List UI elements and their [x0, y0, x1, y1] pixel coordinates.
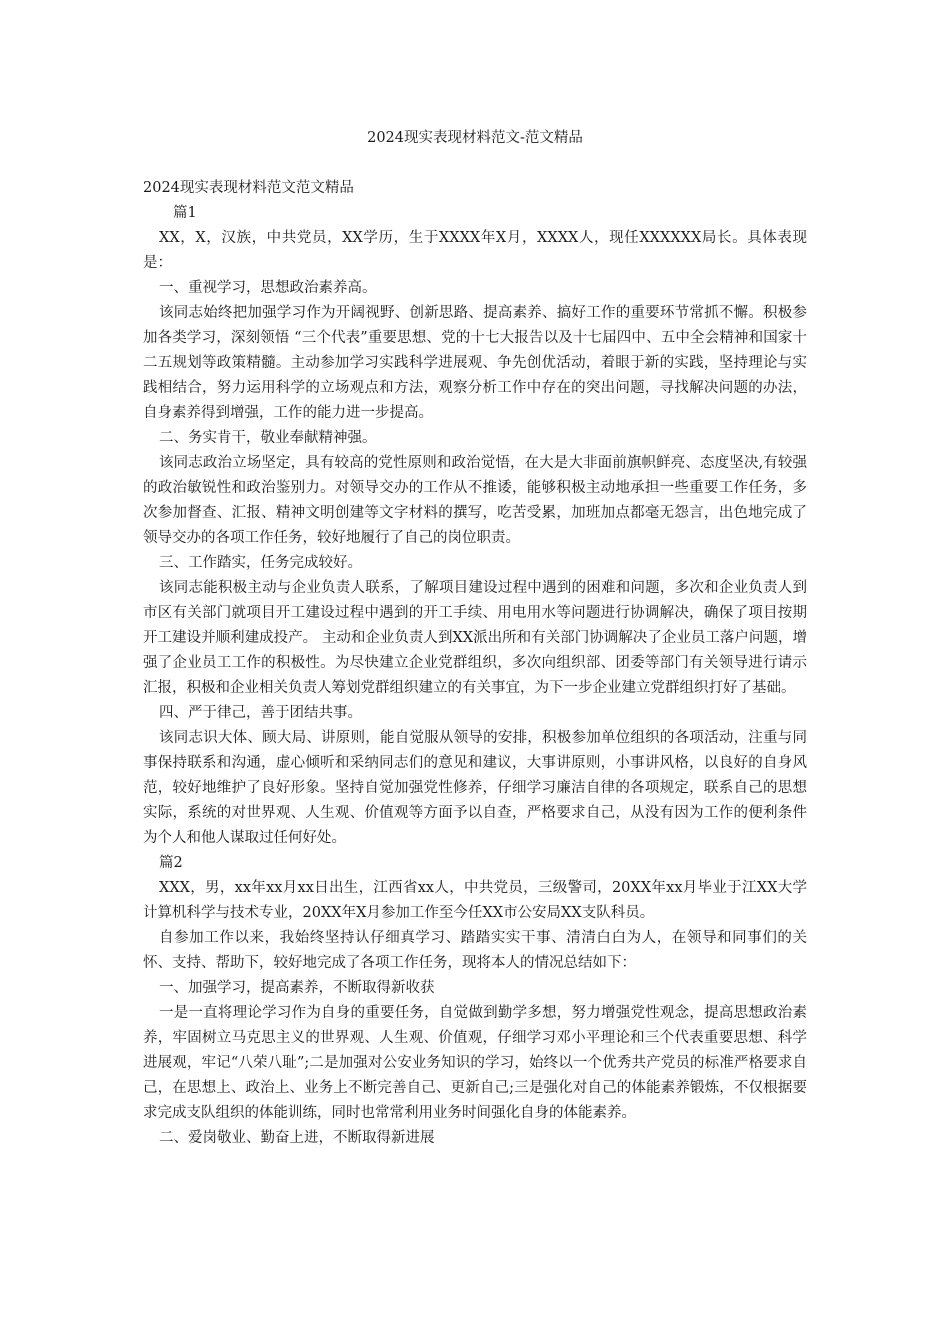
section-heading: 三、工作踏实，任务完成较好。: [159, 555, 362, 571]
section-heading-part2: 篇2: [159, 855, 183, 871]
paragraph: 该同志识大体、顾大局、讲原则，能自觉服从领导的安排，积极参加单位组织的各项活动，注重与同事保持联系和沟通，虚心倾听和采纳同志们的意见和建议，大事讲原则，小事讲风格，以良好的自身风范，较好地维护了良好形象。坚持自觉加强党性修养，仔细学习廉洁自律的各项规定，联系自己的思想实际，系统的对世界观、人生观、价值观等方面予以自查，严格要求自己，从没有因为工作的便利条件为个人和他人谋取过任何好处。: [143, 730, 807, 846]
section-heading-part1: 篇1: [173, 205, 197, 221]
paragraph: 该同志始终把加强学习作为开阔视野、创新思路、提高素养、搞好工作的重要环节常抓不懈。积极参加各类学习，深刻领悟 “三个代表”重要思想、党的十七大报告以及十七届四中、五中全会精神和国家十二五规划等政策精髓。主动参加学习实践科学进展观、争先创优活动，着眼于新的实践，坚持理论与实践相结合，努力运用科学的立场观点和方法，观察分析工作中存在的突出问题，寻找解决问题的办法，自身素养得到增强，工作的能力进一步提高。: [143, 305, 807, 421]
paragraph: 自参加工作以来，我始终坚持认仔细真学习、踏踏实实干事、清清白白为人，在领导和同事们的关怀、支持、帮助下，较好地完成了各项工作任务，现将本人的情况总结如下：: [143, 930, 807, 971]
document-subtitle: 2024现实表现材料范文范文精品: [143, 180, 354, 196]
section-heading: 四、严于律己，善于团结共事。: [159, 705, 362, 721]
document-title: 2024现实表现材料范文-范文精品: [367, 130, 583, 146]
paragraph: XX，X，汉族，中共党员，XX学历，生于XXXX年X月，XXXX人，现任XXXXXX局长。具体表现是：: [143, 230, 807, 271]
paragraph: 该同志能积极主动与企业负责人联系，了解项目建设过程中遇到的困难和问题，多次和企业负责人到市区有关部门就项目开工建设过程中遇到的开工手续、用电用水等问题进行协调解决，确保了项目按期开工建设并顺利建成投产。 主动和企业负责人到XX派出所和有关部门协调解决了企业员工落户问题，增强了企业员工工作的积极性。为尽快建立企业党群组织，多次向组织部、团委等部门有关领导进行请示汇报，积极和企业相关负责人筹划党群组织建立的有关事宜，为下一步企业建立党群组织打好了基础。: [143, 580, 807, 696]
paragraph: 该同志政治立场坚定，具有较高的党性原则和政治觉悟，在大是大非面前旗帜鲜亮、态度坚决,有较强的政治敏锐性和政治鉴别力。对领导交办的工作从不推诿，能够积极主动地承担一些重要工作任务，多次参加督查、汇报、精神文明创建等文字材料的撰写，吃苦受累，加班加点都毫无怨言，出色地完成了领导交办的各项工作任务，较好地履行了自己的岗位职责。: [143, 455, 807, 546]
paragraph: XXX，男，xx年xx月xx日出生，江西省xx人，中共党员，三级警司，20XX年xx月毕业于江XX大学计算机科学与技术专业，20XX年X月参加工作至今任XX市公安局XX支队科员。: [143, 880, 807, 921]
section-heading: 二、爱岗敬业、勤奋上进，不断取得新进展: [159, 1130, 435, 1146]
section-heading: 二、务实肯干，敬业奉献精神强。: [159, 430, 377, 446]
section-heading: 一、加强学习，提高素养，不断取得新收获: [159, 980, 435, 996]
paragraph: 一是一直将理论学习作为自身的重要任务，自觉做到勤学多想，努力增强党性观念，提高思想政治素养，牢固树立马克思主义的世界观、人生观、价值观，仔细学习邓小平理论和三个代表重要思想、科学进展观，牢记“八荣八耻”;二是加强对公安业务知识的学习，始终以一个优秀共产党员的标准严格要求自己，在思想上、政治上、业务上不断完善自己、更新自己;三是强化对自己的体能素养锻炼，不仅根据要求完成支队组织的体能训练，同时也常常利用业务时间强化自身的体能素养。: [143, 1005, 807, 1121]
document-body: [143, 176, 807, 1151]
section-heading: 一、重视学习，思想政治素养高。: [159, 280, 377, 296]
